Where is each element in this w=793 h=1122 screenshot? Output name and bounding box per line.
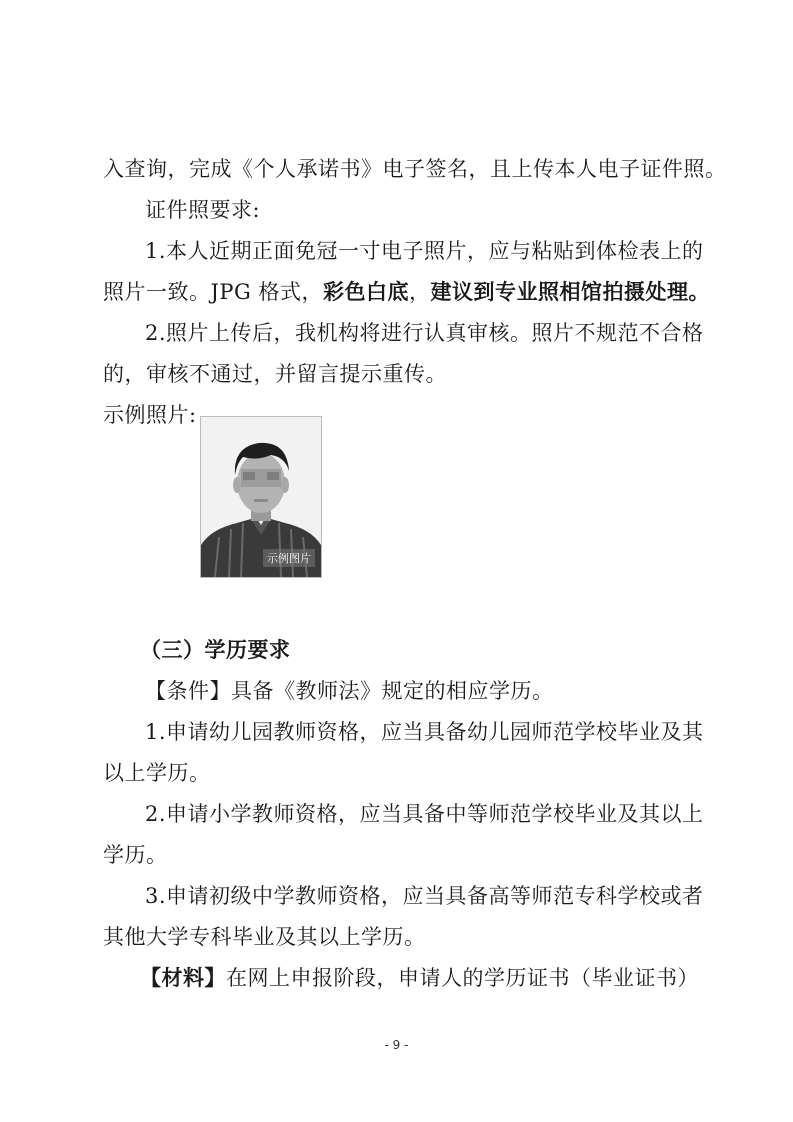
paragraph-line bbox=[103, 279, 710, 305]
paragraph-line bbox=[140, 965, 699, 991]
page-number: - 9 - bbox=[384, 1038, 409, 1052]
paragraph-line bbox=[145, 678, 554, 704]
photo-requirements-label: 证件照要求: bbox=[145, 198, 261, 222]
list-item-continuation: 其他大学专科毕业及其以上学历。 bbox=[103, 925, 426, 949]
list-item: 2.申请小学教师资格，应当具备中等师范学校毕业及其以上 bbox=[145, 802, 704, 826]
paragraph-line: 1.本人近期正面免冠一寸电子照片，应与粘贴到体检表上的 bbox=[145, 239, 704, 263]
list-item: 1.申请幼儿园教师资格，应当具备幼儿园师范学校毕业及其 bbox=[145, 720, 704, 744]
section-heading: （三）学历要求 bbox=[140, 637, 291, 662]
list-item-continuation: 学历。 bbox=[103, 843, 168, 867]
text-span: 具备《教师法》规定的相应学历。 bbox=[231, 679, 554, 703]
materials-label: 【材料】 bbox=[140, 965, 226, 990]
photo-watermark: 示例图片 bbox=[263, 549, 315, 567]
sample-photo bbox=[200, 416, 322, 578]
paragraph-line: 2.照片上传后，我机构将进行认真审核。照片不规范不合格 bbox=[145, 321, 704, 345]
bold-text: 彩色白底 bbox=[323, 279, 409, 304]
sample-photo-label: 示例照片: bbox=[103, 403, 197, 427]
paragraph-line: 入查询，完成《个人承诺书》电子签名，且上传本人电子证件照。 bbox=[103, 157, 727, 181]
list-item: 3.申请初级中学教师资格，应当具备高等师范专科学校或者 bbox=[145, 884, 704, 908]
list-item-continuation: 以上学历。 bbox=[103, 761, 211, 785]
text-span: ， bbox=[409, 280, 431, 304]
text-span: 照片一致。JPG 格式， bbox=[103, 280, 323, 304]
condition-label: 【条件】 bbox=[145, 679, 231, 703]
bold-text: 建议到专业照相馆拍摄处理。 bbox=[430, 279, 710, 304]
paragraph-line: 的，审核不通过，并留言提示重传。 bbox=[103, 362, 447, 386]
text-span: 在网上申报阶段，申请人的学历证书（毕业证书） bbox=[226, 966, 699, 990]
